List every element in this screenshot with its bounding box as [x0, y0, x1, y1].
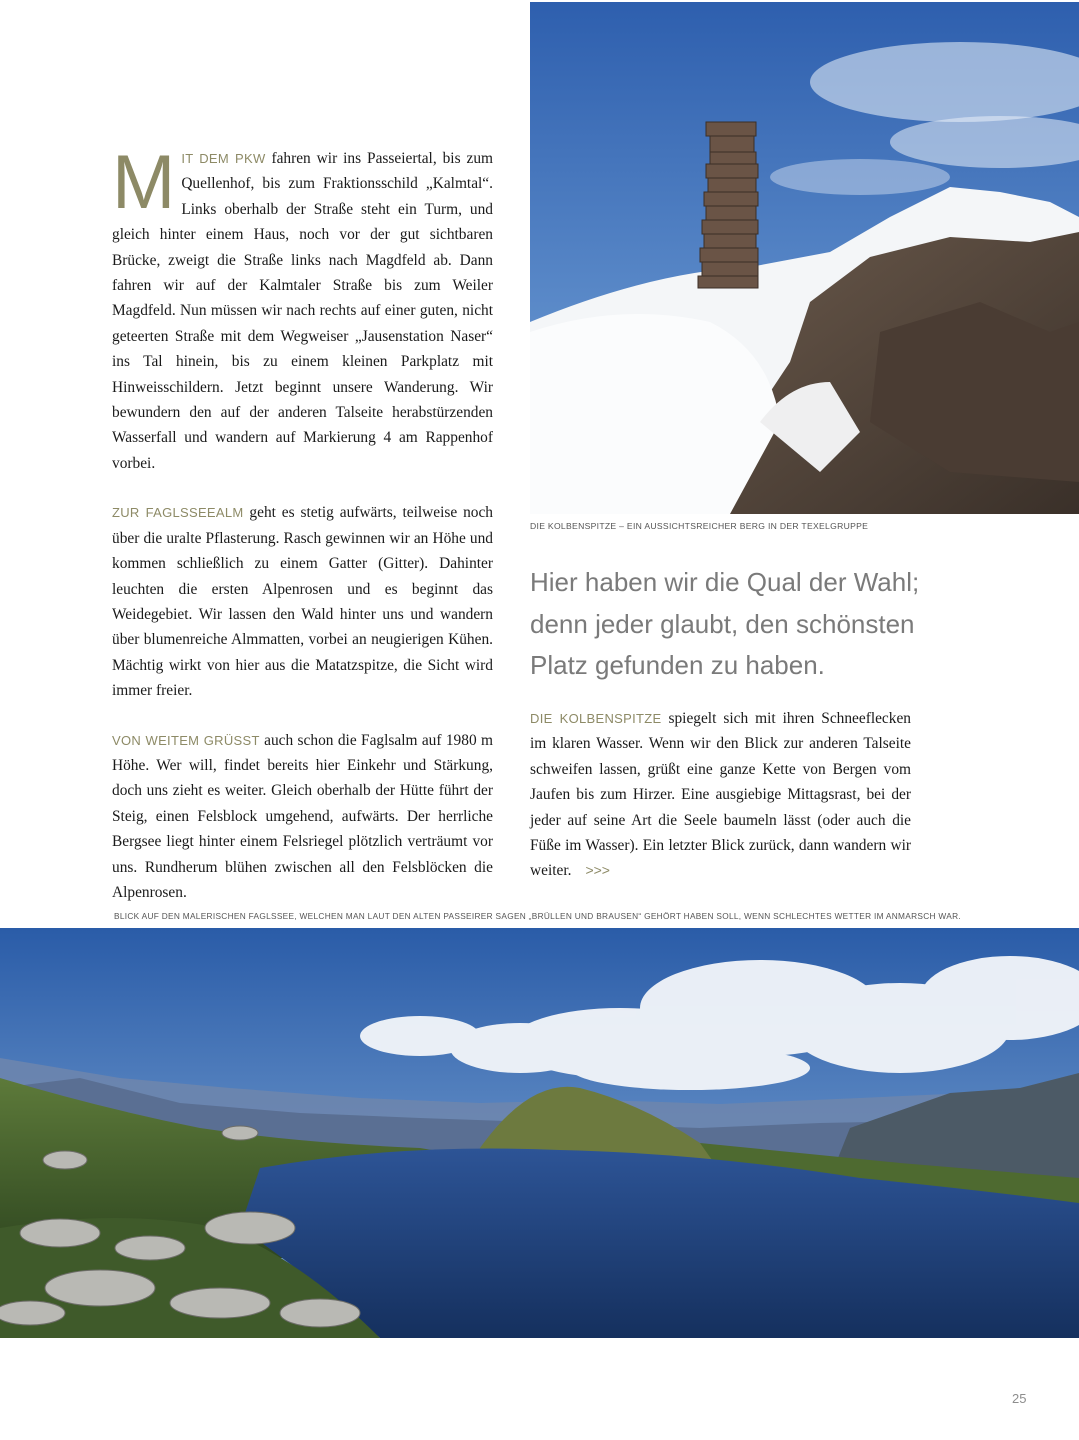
- section4-lead: DIE KOLBENSPITZE: [530, 711, 662, 726]
- intro-lead: IT DEM PKW: [181, 151, 266, 166]
- section-von-weitem: [112, 728, 493, 906]
- section-kolbenspitze: [530, 706, 911, 884]
- photo-kolbenspitze: [530, 2, 1079, 514]
- photo-bottom-caption: BLICK AUF DEN MALERISCHEN FAGLSSEE, WELCHEN MAN LAUT DEN ALTEN PASSEIRER SAGEN „BRÜLLEN UND BRAUSEN“ GEHÖRT HABEN SOLL, WENN SCHLECHTES WETTER IM ANMARSCH WAR.: [114, 911, 961, 921]
- intro-text: fahren wir ins Passeiertal, bis zum Quellenhof, bis zum Fraktionsschild „Kalmtal“. Links oberhalb der Straße steht ein Turm, und gleich hinter einem Haus, noch vor der gut sichtbaren Brücke, zweigt die Straße links nach Magdfeld ab. Dann fahren wir auf der Kalmtaler Straße bis zum Weiler Magdfeld. Nun müssen wir nach rechts auf einer guten, nicht geteerten Straße mit dem Wegweiser „Jausenstation Naser“ ins Tal hinein, bis zu einem kleinen Parkplatz mit Hinweisschildern. Jetzt beginnt unsere Wanderung. Wir bewundern den auf der anderen Talseite herabstürzenden Wasserfall und wandern auf Markierung 4 am Rappenhof vorbei.: [112, 150, 493, 472]
- page-number: 25: [1012, 1391, 1027, 1406]
- intro-paragraph: [112, 140, 493, 476]
- left-text-column: [112, 140, 493, 929]
- drop-cap: M: [112, 140, 176, 225]
- section4-text: spiegelt sich mit ihren Schneeflecken im klaren Wasser. Wenn wir den Blick zur anderen Talseite schweifen lassen, grüßt eine ganze Kette von Bergen vom Jaufen bis zum Hirzer. Eine ausgiebige Mittagsrast, bei der jeder auf seine Art die Seele baumeln lässt (oder auch die Füße im Wasser). Ein letzter Blick zurück, dann wandern wir weiter.: [530, 710, 911, 880]
- section3-text: auch schon die Faglsalm auf 1980 m Höhe. Wer will, findet bereits hier Einkehr und Stärkung, doch uns zieht es weiter. Gleich oberhalb der Hütte führt der Steig, einen Felsblock umgehend, aufwärts. Der herrliche Bergsee liegt hinter einem Felsriegel plötzlich verträumt vor uns. Rundherum blühen zwischen all den Felsblöcken die Alpenrosen.: [112, 731, 493, 901]
- photo-top-caption: DIE KOLBENSPITZE – EIN AUSSICHTSREICHER BERG IN DER TEXELGRUPPE: [530, 521, 869, 531]
- photo-faglssee: [0, 928, 1079, 1338]
- pull-quote-line-3: Platz gefunden zu haben.: [530, 650, 825, 680]
- section2-text: geht es stetig aufwärts, teilweise noch über die uralte Pflasterung. Rasch gewinnen wir an Höhe und kommen schließlich zu einem Gatter (Gitter). Dahinter leuchten die ersten Alpenrosen und es beginnt das Weidegebiet. Wir lassen den Wald hinter uns und wandern über blumenreiche Almmatten, vorbei an neugierigen Kühen. Mächtig wirkt von hier aus die Matatzspitze, die Sicht wird immer freier.: [112, 504, 493, 700]
- right-text-column: [530, 706, 911, 908]
- continue-arrows: >>>: [585, 862, 610, 879]
- pull-quote-line-2: denn jeder glaubt, den schönsten: [530, 608, 915, 639]
- pull-quote: [530, 562, 930, 687]
- pull-quote-line-1: Hier haben wir die Qual der Wahl;: [530, 567, 920, 597]
- section-faglsseealm: [112, 500, 493, 703]
- section2-lead: ZUR FAGLSSEEALM: [112, 505, 244, 521]
- section3-lead: VON WEITEM GRÜSST: [112, 732, 260, 748]
